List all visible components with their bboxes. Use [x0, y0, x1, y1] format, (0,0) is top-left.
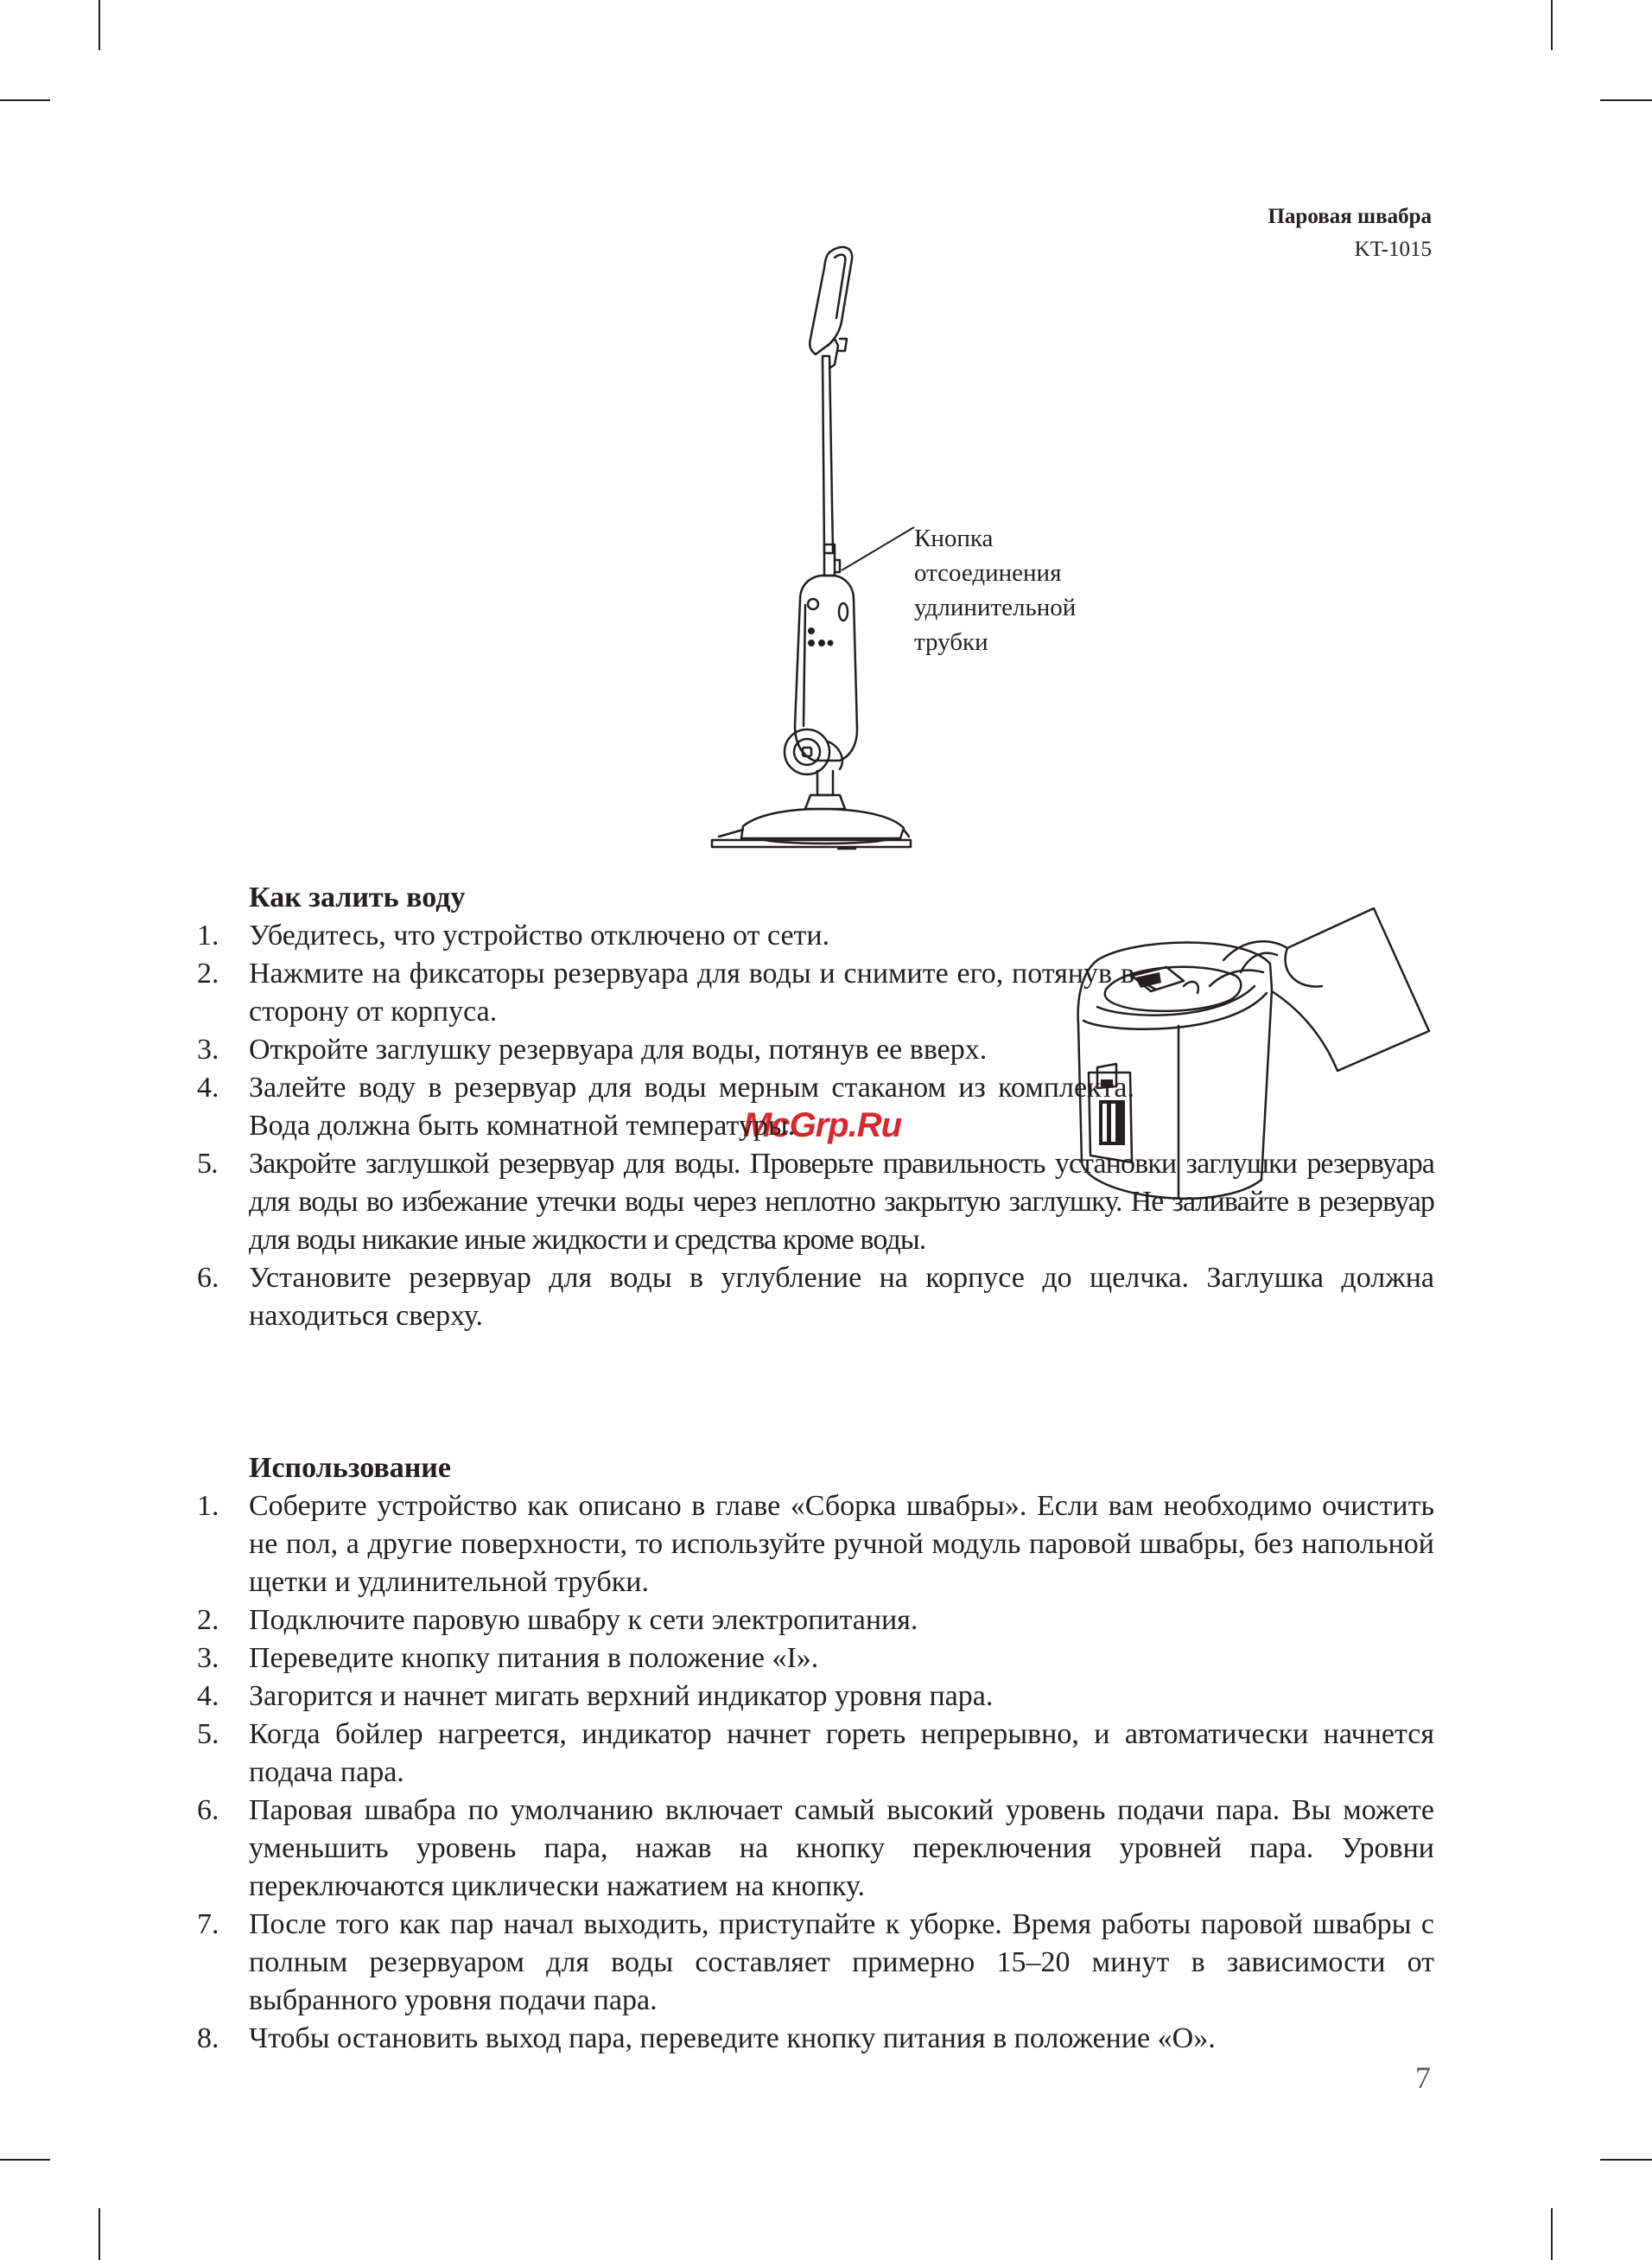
list-item	[197, 1031, 1134, 1069]
step-number: 2.	[197, 958, 219, 990]
step-text: Загорится и начнет мигать верхний индикатор уровня пара.	[249, 1680, 994, 1712]
step-number: 1.	[197, 920, 219, 952]
list-item	[197, 1677, 1434, 1716]
page-number: 7	[1415, 2060, 1431, 2095]
list-item	[197, 917, 1134, 955]
list-item	[197, 1792, 1434, 1906]
header-model: KT-1015	[1354, 238, 1432, 261]
list-item	[197, 1069, 1134, 1145]
step-text: Паровая швабра по умолчанию включает самый высокий уровень подачи пара. Вы можете уменьшить уровень пара, нажав на кнопку переключения уровней пара. Уровни переключаются циклически нажатием на кнопку.	[249, 1794, 1434, 1902]
crop-mark	[1600, 2159, 1652, 2161]
section-use-title: Использование	[249, 1452, 451, 1484]
callout-line: удлинительной	[914, 594, 1077, 621]
step-number: 3.	[197, 1642, 219, 1674]
step-text: Когда бойлер нагреется, индикатор начнет гореть непрерывно, и автоматически начнется подача пара.	[249, 1718, 1434, 1788]
step-number: 6.	[197, 1262, 219, 1294]
step-number: 4.	[197, 1072, 219, 1104]
list-item	[197, 1487, 1434, 1601]
step-text: Закройте заглушкой резервуар для воды. Проверьте правильность установки заглушки резервуара для воды во избежание утечки воды через неплотно закрытую заглушку. Не заливайте в резервуар для воды никакие иные жидкости и средства кроме воды.	[249, 1148, 1434, 1256]
section-fill-title: Как залить воду	[249, 882, 466, 914]
step-number: 8.	[197, 2022, 219, 2054]
step-number: 6.	[197, 1794, 219, 1826]
crop-mark	[98, 2208, 100, 2260]
list-item	[197, 1259, 1434, 1335]
step-text: Откройте заглушку резервуара для воды, потянув ее вверх.	[249, 1034, 988, 1066]
step-text: После того как пар начал выходить, приступайте к уборке. Время работы паровой швабры с полным резервуаром для воды составляет примерно 15–20 минут в зависимости от выбранного уровня подачи пара.	[249, 1908, 1434, 2016]
step-number: 5.	[197, 1718, 219, 1750]
step-text: Переведите кнопку питания в положение «I».	[249, 1642, 819, 1674]
fill-steps-list	[197, 917, 1434, 1335]
step-text: Установите резервуар для воды в углубление на корпусе до щелчка. Заглушка должна находиться сверху.	[249, 1262, 1434, 1332]
list-item	[197, 1906, 1434, 2020]
callout-line: трубки	[914, 628, 988, 656]
running-header	[1268, 201, 1432, 266]
crop-mark	[0, 2159, 50, 2161]
list-item	[197, 1601, 1434, 1639]
step-text: Подключите паровую швабру к сети электропитания.	[249, 1604, 918, 1636]
step-number: 7.	[197, 1908, 219, 1940]
step-text: Убедитесь, что устройство отключено от сети.	[249, 920, 830, 952]
step-number: 5.	[197, 1148, 218, 1180]
list-item	[197, 1716, 1434, 1792]
crop-mark	[1551, 0, 1553, 50]
callout-line: отсоединения	[914, 559, 1062, 587]
step-text: Соберите устройство как описано в главе «Сборка швабры». Если вам необходимо очистить не пол, а другие поверхности, то используйте ручной модуль паровой швабры, без напольной щетки и удлинительной трубки.	[249, 1490, 1434, 1598]
step-number: 3.	[197, 1034, 219, 1066]
list-item	[197, 2020, 1434, 2058]
step-text: Нажмите на фиксаторы резервуара для воды и снимите его, потянув в сторону от корпуса.	[249, 958, 1134, 1028]
list-item	[197, 1639, 1434, 1677]
list-item	[197, 1145, 1434, 1259]
header-title: Паровая швабра	[1268, 205, 1432, 228]
step-text: Чтобы остановить выход пара, переведите кнопку питания в положение «O».	[249, 2022, 1216, 2054]
callout-line: Кнопка	[914, 525, 994, 552]
step-number: 2.	[197, 1604, 219, 1636]
crop-mark	[1551, 2208, 1553, 2260]
crop-mark	[98, 0, 100, 50]
step-text: Залейте воду в резервуар для воды мерным стаканом из комплекта. Вода должна быть комнатной температуры.	[249, 1072, 1134, 1142]
watermark: McGrp.Ru	[743, 1106, 902, 1144]
use-steps-list	[197, 1487, 1434, 2058]
steam-mop-illustration	[708, 242, 916, 873]
step-number: 4.	[197, 1680, 219, 1712]
crop-mark	[1600, 99, 1652, 101]
step-number: 1.	[197, 1490, 219, 1522]
list-item	[197, 955, 1134, 1031]
callout-tube-release-button	[914, 521, 1076, 659]
crop-mark	[0, 99, 50, 101]
